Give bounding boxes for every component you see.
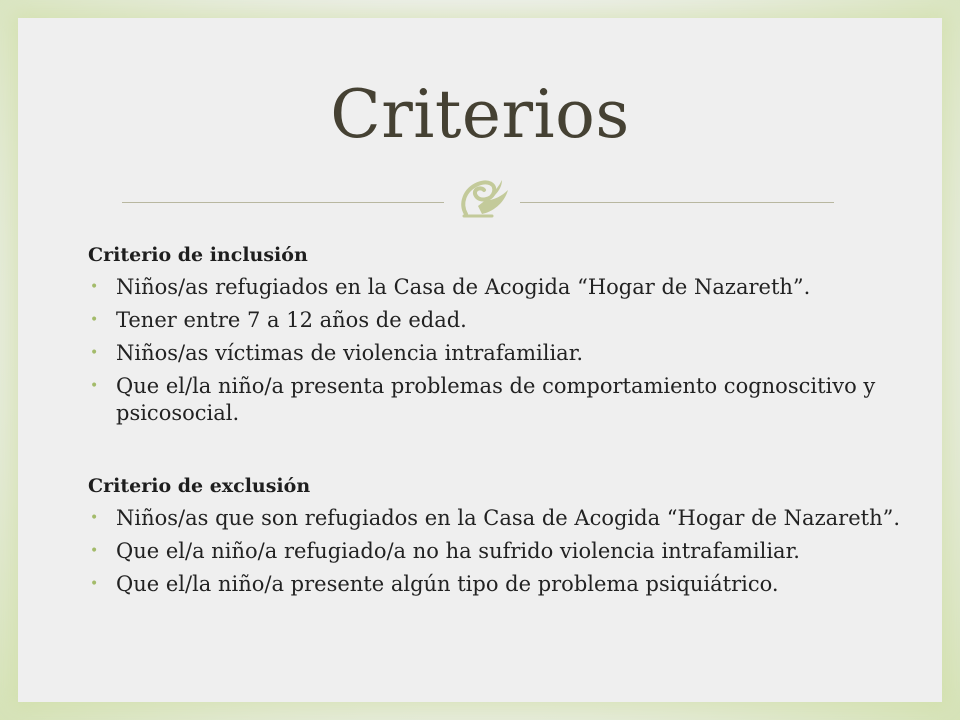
- bullet-icon: •: [90, 378, 99, 394]
- divider-right: [520, 202, 834, 203]
- slide-title: Criterios: [330, 76, 630, 153]
- list-item-text: Niños/as refugiados en la Casa de Acogida “Hogar de Nazareth”.: [116, 275, 811, 299]
- list-item-text: Niños/as víctimas de violencia intrafamiliar.: [116, 341, 584, 365]
- list-item-text: Que el/la niño/a presenta problemas de comportamiento cognoscitivo y psicosocial.: [116, 374, 876, 425]
- section-spacer: [88, 433, 908, 467]
- list-item: [88, 538, 908, 565]
- list-item: [88, 571, 908, 598]
- list-item: [88, 274, 908, 301]
- list-item: [88, 340, 908, 367]
- bullet-icon: •: [90, 312, 99, 328]
- list-item: [88, 307, 908, 334]
- bullet-icon: •: [90, 510, 99, 526]
- bullet-icon: •: [90, 345, 99, 361]
- bullet-icon: •: [90, 543, 99, 559]
- list-item: [88, 505, 908, 532]
- exclusion-heading: Criterio de exclusión: [88, 475, 311, 497]
- list-item-text: Tener entre 7 a 12 años de edad.: [116, 308, 467, 332]
- list-item: [88, 373, 908, 427]
- bullet-icon: •: [90, 279, 99, 295]
- exclusion-list: [88, 505, 908, 598]
- inclusion-list: [88, 274, 908, 427]
- divider-left: [122, 202, 444, 203]
- list-item-text: Niños/as que son refugiados en la Casa de Acogida “Hogar de Nazareth”.: [116, 506, 901, 530]
- criteria-content: [88, 236, 908, 604]
- leaf-scroll-ornament-icon: [452, 170, 516, 224]
- bullet-icon: •: [90, 576, 99, 592]
- list-item-text: Que el/la niño/a presente algún tipo de problema psiquiátrico.: [116, 572, 779, 596]
- inclusion-heading: Criterio de inclusión: [88, 244, 308, 266]
- list-item-text: Que el/a niño/a refugiado/a no ha sufrido violencia intrafamiliar.: [116, 539, 800, 563]
